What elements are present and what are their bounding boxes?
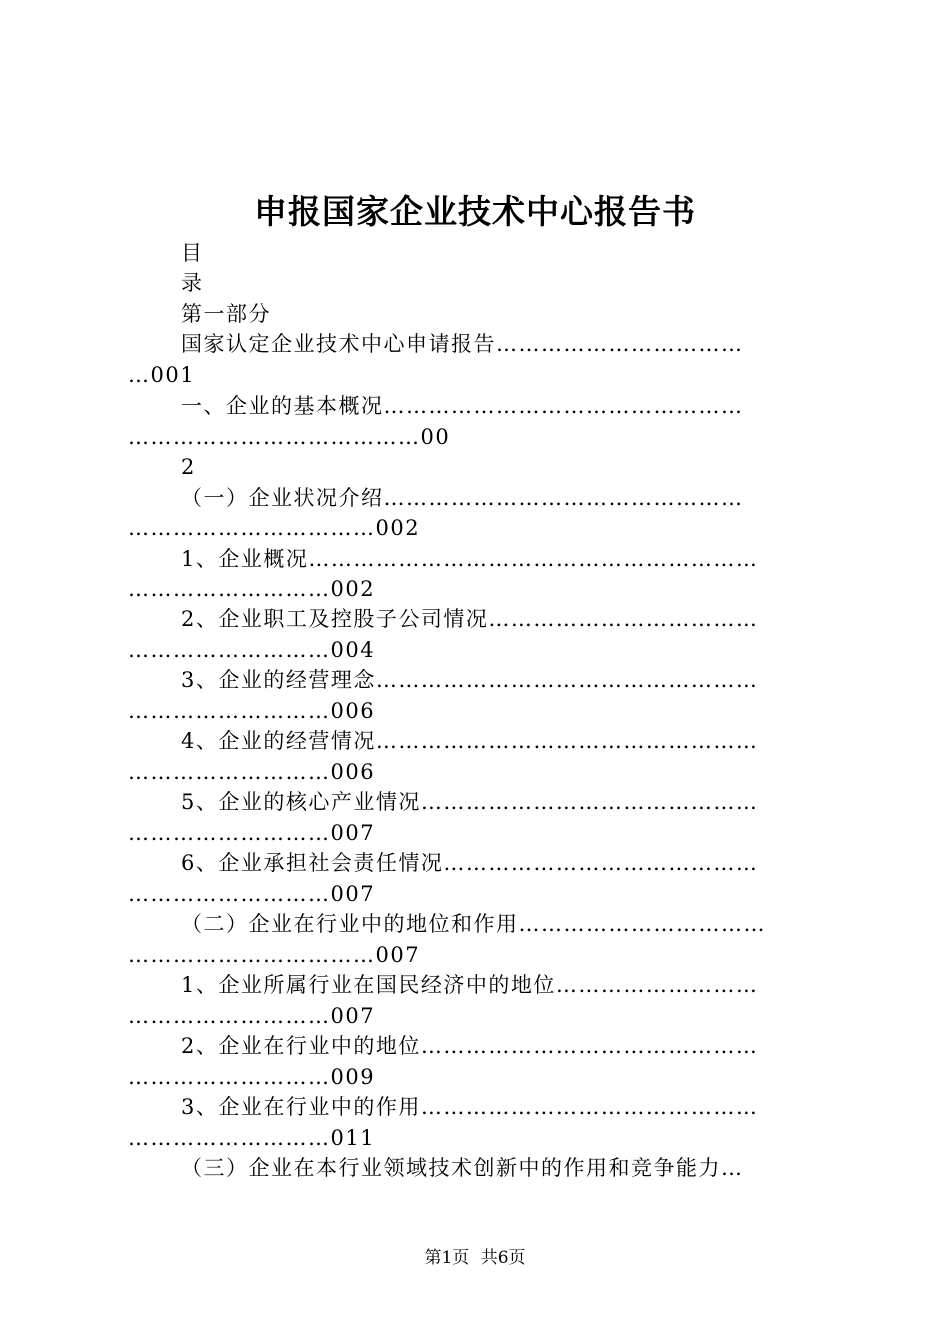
page-number: 第1页 (424, 1248, 470, 1268)
toc-entry-page: ………………………007 (128, 1004, 376, 1028)
toc-entry-page-continued: 2 (181, 455, 196, 479)
toc-entry-page: ………………………006 (128, 699, 376, 723)
toc-entry-page: ……………………………007 (128, 943, 421, 967)
toc-entry: 1、企业概况…………………………………………………… (181, 547, 759, 571)
toc-entry-page: ………………………006 (128, 760, 376, 784)
toc-entry: 6、企业承担社会责任情况…………………………………… (181, 851, 759, 875)
toc-entry-page: ………………………002 (128, 577, 376, 601)
toc-entry: （一）企业状况介绍………………………………………… (181, 486, 744, 510)
toc-entry-page: …001 (128, 363, 196, 387)
toc-entry-page: ………………………011 (128, 1126, 376, 1150)
toc-entry: 一、企业的基本概况………………………………………… (181, 394, 744, 418)
toc-entry: 3、企业在行业中的作用……………………………………… (181, 1095, 759, 1119)
toc-entry: （三）企业在本行业领域技术创新中的作用和竞争能力… (181, 1156, 744, 1180)
toc-entry-page: ………………………007 (128, 821, 376, 845)
page-footer (0, 1243, 950, 1268)
toc-heading-1: 目 (181, 241, 204, 265)
toc-part-label: 第一部分 (181, 302, 271, 326)
toc-entry-page: ………………………007 (128, 882, 376, 906)
toc-entry: 2、企业职工及控股子公司情况……………………………… (181, 607, 759, 631)
toc-entry: 3、企业的经营理念…………………………………………… (181, 668, 759, 692)
document-title: 申报国家企业技术中心报告书 (254, 192, 696, 231)
toc-entry: （二）企业在行业中的地位和作用…………………………… (181, 912, 766, 936)
toc-entry-page: ………………………009 (128, 1065, 376, 1089)
toc-entry-page: ……………………………002 (128, 516, 421, 540)
page-total: 共6页 (480, 1248, 526, 1268)
toc-entry-page: ………………………004 (128, 638, 376, 662)
toc-entry: 1、企业所属行业在国民经济中的地位……………………… (181, 973, 759, 997)
toc-entry: 5、企业的核心产业情况……………………………………… (181, 790, 759, 814)
toc-entry: 2、企业在行业中的地位……………………………………… (181, 1034, 759, 1058)
toc-entry: 4、企业的经营情况…………………………………………… (181, 729, 759, 753)
toc-entry-page: …………………………………00 (128, 425, 451, 449)
toc-heading-2: 录 (181, 271, 204, 295)
toc-entry: 国家认定企业技术中心申请报告…………………………… (181, 332, 744, 356)
